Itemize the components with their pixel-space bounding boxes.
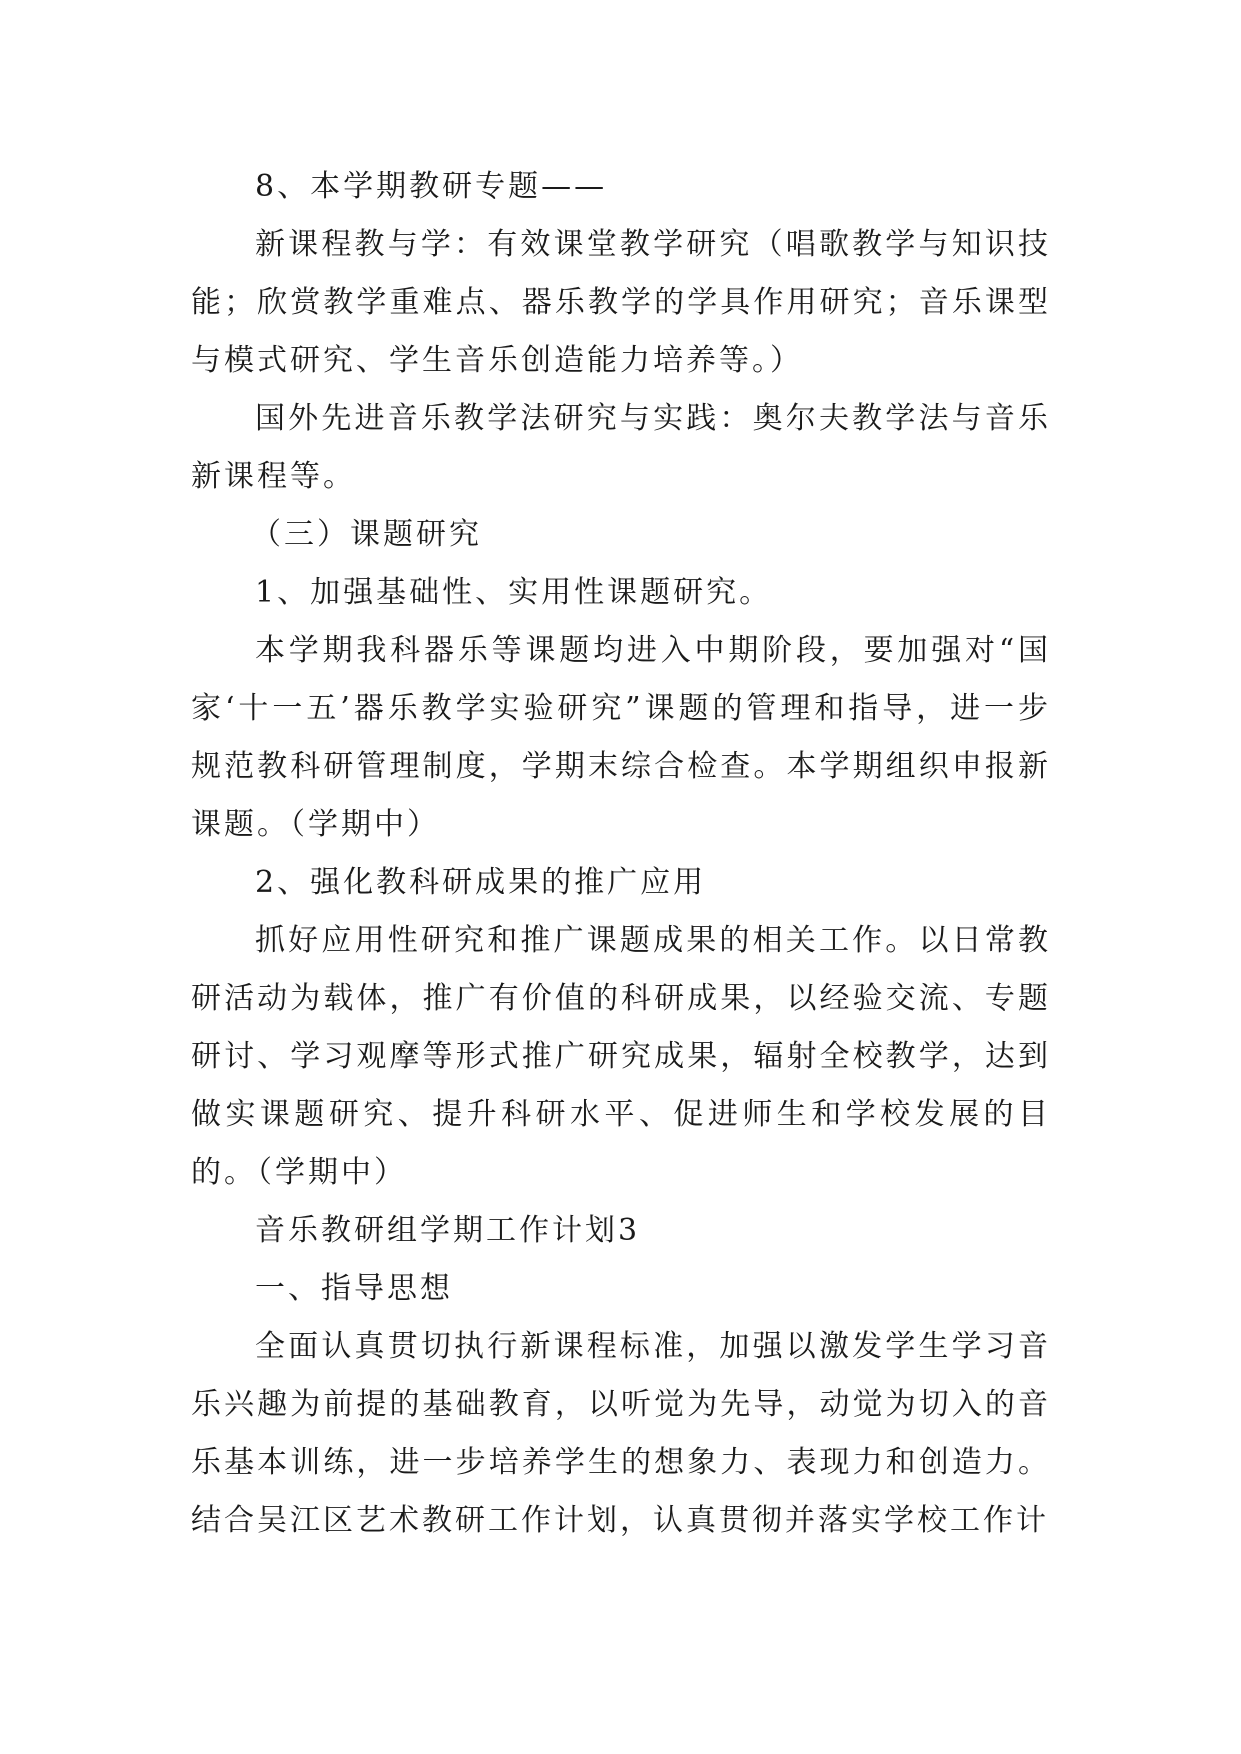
paragraph-topic-heading: 8、本学期教研专题—— — [255, 169, 608, 204]
paragraph-item-2: 2、强化教科研成果的推广应用 — [255, 865, 707, 900]
section-heading-guiding: 一、指导思想 — [255, 1271, 453, 1306]
paragraph-foreign-methods: 国外先进音乐教学法研究与实践：奥尔夫教学法与音乐新课程等。 — [191, 401, 1051, 494]
paragraph-promotion: 抓好应用性研究和推广课题成果的相关工作。以日常教研活动为载体，推广有价值的科研成果，以经验交流、专题研讨、学习观摩等形式推广研究成果，辐射全校教学，达到做实课题研究、提升科研水平、促进师生和学校发展的目的。（学期中） — [191, 923, 1051, 1190]
section-heading-research: （三）课题研究 — [251, 517, 482, 552]
paragraph-item-1: 1、加强基础性、实用性课题研究。 — [255, 575, 773, 610]
document-subtitle: 音乐教研组学期工作计划3 — [255, 1213, 641, 1248]
paragraph-project-stage: 本学期我科器乐等课题均进入中期阶段，要加强对“国家‘十一五’器乐教学实验研究”课题的管理和指导，进一步规范教科研管理制度，学期末综合检查。本学期组织申报新课题。（学期中） — [191, 633, 1051, 842]
document-body — [191, 158, 1051, 1550]
paragraph-new-curriculum: 新课程教与学：有效课堂教学研究（唱歌教学与知识技能；欣赏教学重难点、器乐教学的学具作用研究；音乐课型与模式研究、学生音乐创造能力培养等。） — [191, 227, 1051, 378]
paragraph-guiding-thought: 全面认真贯切执行新课程标准，加强以激发学生学习音乐兴趣为前提的基础教育，以听觉为先导，动觉为切入的音乐基本训练，进一步培养学生的想象力、表现力和创造力。结合吴江区艺术教研工作计划，认真贯彻并落实学校工作计 — [191, 1329, 1051, 1538]
